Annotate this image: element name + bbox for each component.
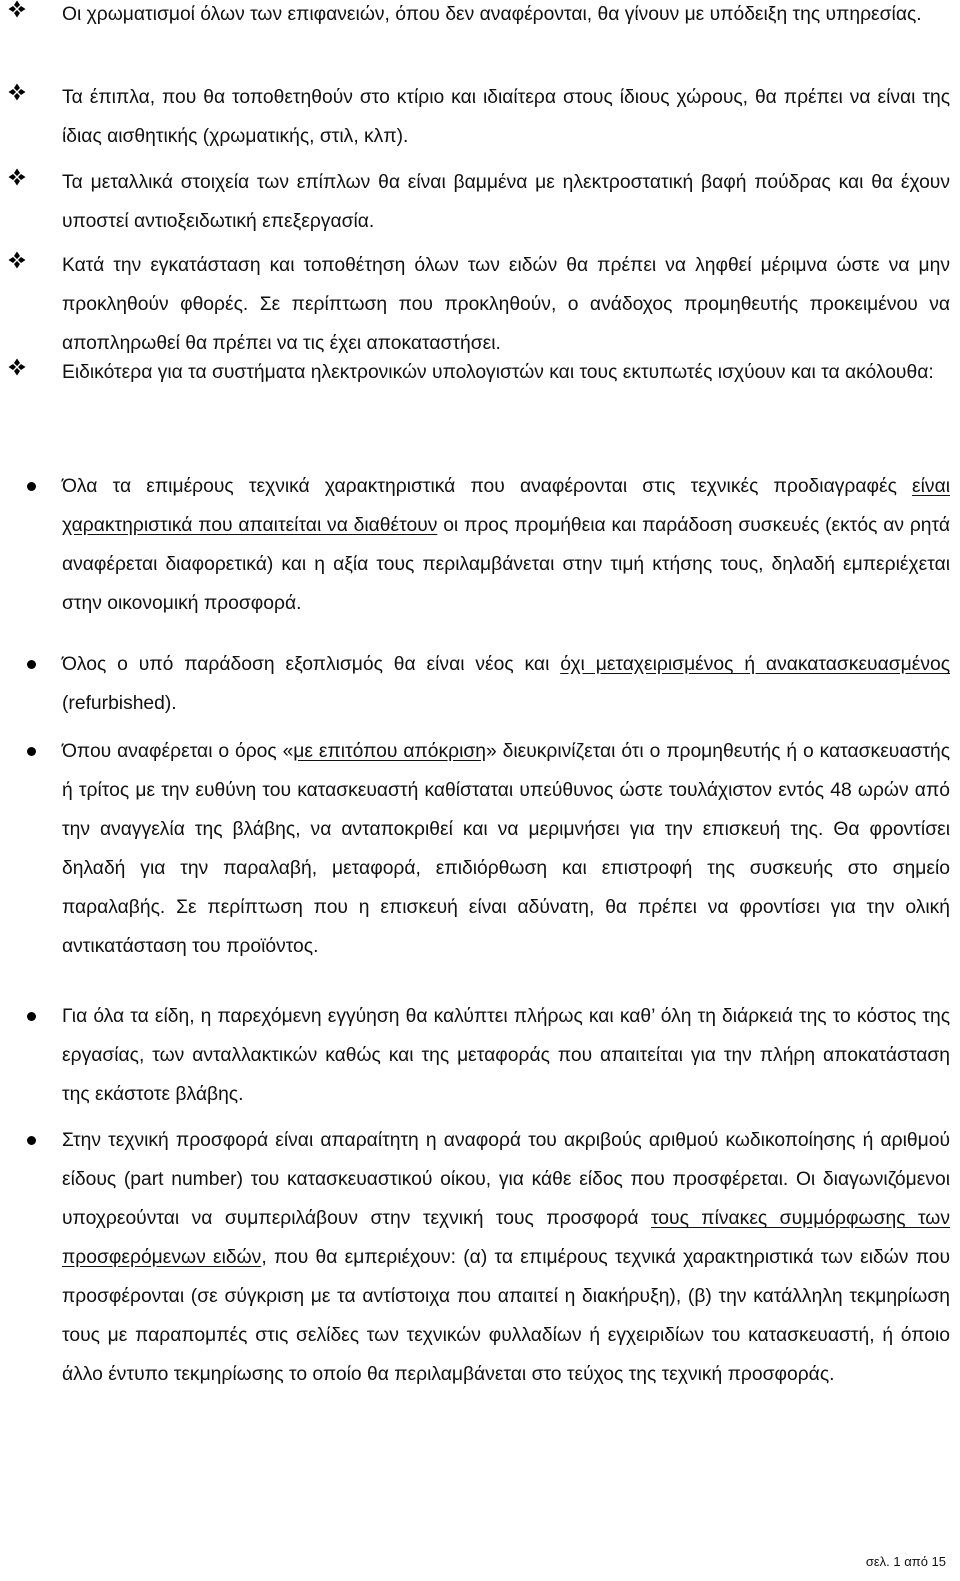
bullet-text-underlined: όχι μεταχειρισμένος ή ανακατασκευασμένος	[560, 654, 950, 675]
four-petal-diamond-icon	[8, 168, 26, 186]
bullet-text-part: Για όλα τα είδη, η παρεχόμενη εγγύηση θα καλύπτει πλήρως και καθ’ όλη τη διάρκειά της το κόστος της εργασίας, των ανταλλακτικών καθώς και της μεταφοράς που απαιτείται για την πλήρη αποκατάσταση της εκάστοτε βλάβης.	[62, 1006, 950, 1105]
page-number: σελ. 1 από 15	[865, 1554, 946, 1569]
diamond-bullet-item	[62, 78, 950, 156]
diamond-item-text: Κατά την εγκατάσταση και τοποθέτηση όλων των ειδών θα πρέπει να ληφθεί μέριμνα ώστε να μην προκληθούν φθορές. Σε περίπτωση που προκληθούν, ο ανάδοχος προμηθευτής προκειμένου να αποπληρωθεί θα πρέπει να τις έχει αποκαταστήσει.	[62, 255, 950, 354]
filled-circle-icon	[27, 660, 36, 669]
four-petal-diamond-icon	[8, 0, 26, 18]
bullet-text-underlined: είναι χαρακτηριστικά που απαιτείται να διαθέτουν	[62, 476, 950, 536]
filled-circle-icon	[27, 1136, 36, 1145]
bullet-text-part: (refurbished).	[62, 693, 177, 714]
bullet-text-part: , που θα εμπεριέχουν: (α) τα επιμέρους τεχνικά χαρακτηριστικά των ειδών που προσφέρονται (σε σύγκριση με τα αντίστοιχα που απαιτεί η διακήρυξη), (β) την κατάλληλη τεκμηρίωση τους με παραπομπές στις σελίδες των τεχνικών φυλλαδίων ή εγχειριδίων του κατασκευαστή, ή όποιο άλλο έντυπο τεκμηρίωσης το οποίο θα περιλαμβάνεται στο τεύχος της τεχνική προσφοράς.	[62, 1247, 950, 1385]
diamond-bullet-item	[62, 353, 950, 392]
four-petal-diamond-icon	[8, 83, 26, 101]
bullet-item	[62, 997, 950, 1114]
bullet-text-part: Όπου αναφέρεται ο όρος «	[62, 741, 294, 762]
filled-circle-icon	[27, 482, 36, 491]
four-petal-diamond-icon	[8, 251, 26, 269]
filled-circle-icon	[27, 747, 36, 756]
bullet-text-part: Όλος ο υπό παράδοση εξοπλισμός θα είναι νέος και	[62, 654, 561, 675]
bullet-text-part: Όλα τα επιμέρους τεχνικά χαρακτηριστικά που αναφέρονται στις τεχνικές προδιαγραφές	[62, 476, 913, 497]
filled-circle-icon	[27, 1012, 36, 1021]
diamond-item-text: Ειδικότερα για τα συστήματα ηλεκτρονικών υπολογιστών και τους εκτυπωτές ισχύουν και τα ακόλουθα:	[62, 362, 934, 383]
diamond-bullet-item	[62, 246, 950, 363]
bullet-text-part: οι προς προμήθεια και παράδοση συσκευές (εκτός αν ρητά αναφέρεται διαφορετικά) και η αξία τους περιλαμβάνεται στην τιμή κτήσης τους, δηλαδή εμπεριέχεται στην οικονομική προσφορά.	[62, 515, 951, 614]
bullet-item	[62, 467, 950, 623]
diamond-item-text: Οι χρωματισμοί όλων των επιφανειών, όπου δεν αναφέρονται, θα γίνουν με υπόδειξη της υπηρεσίας.	[62, 4, 922, 25]
four-petal-diamond-icon	[8, 358, 26, 376]
bullet-item	[62, 645, 950, 723]
diamond-bullet-item	[62, 0, 950, 34]
bullet-text-underlined: τους πίνακες συμμόρφωσης των προσφερόμενων ειδών	[62, 1208, 950, 1268]
bullet-text-underlined: με επιτόπου απόκριση	[293, 741, 487, 762]
diamond-bullet-item	[62, 163, 950, 241]
bullet-item	[62, 732, 950, 966]
diamond-item-text: Τα έπιπλα, που θα τοποθετηθούν στο κτίριο και ιδιαίτερα στους ίδιους χώρους, θα πρέπει να είναι της ίδιας αισθητικής (χρωματικής, στιλ, κλπ).	[62, 87, 950, 147]
bullet-item	[62, 1121, 950, 1394]
bullet-text-part: » διευκρινίζεται ότι ο προμηθευτής ή ο κατασκευαστής ή τρίτος με την ευθύνη του κατασκευαστή καθίσταται υπεύθυνος ώστε τουλάχιστον εντός 48 ωρών από την αναγγελία της βλάβης, να ανταποκριθεί και να μεριμνήσει για την επισκευή της. Θα φροντίσει δηλαδή για την παραλαβή, μεταφορά, επιδιόρθωση και επιστροφή της συσκευής στο σημείο παραλαβής. Σε περίπτωση που η επισκευή είναι αδύνατη, θα πρέπει να φροντίσει για την ολική αντικατάσταση του προϊόντος.	[62, 741, 951, 957]
bullet-text-part: Στην τεχνική προσφορά είναι απαραίτητη η αναφορά του ακριβούς αριθμού κωδικοποίησης ή αριθμού είδους (part number) του κατασκευαστικού οίκου, για κάθε είδος που προσφέρεται. Οι διαγωνιζόμενοι υποχρεούνται να συμπεριλάβουν στην τεχνική τους προσφορά	[62, 1130, 950, 1229]
diamond-item-text: Τα μεταλλικά στοιχεία των επίπλων θα είναι βαμμένα με ηλεκτροστατική βαφή πούδρας και θα έχουν υποστεί αντιοξειδωτική επεξεργασία.	[62, 172, 950, 232]
